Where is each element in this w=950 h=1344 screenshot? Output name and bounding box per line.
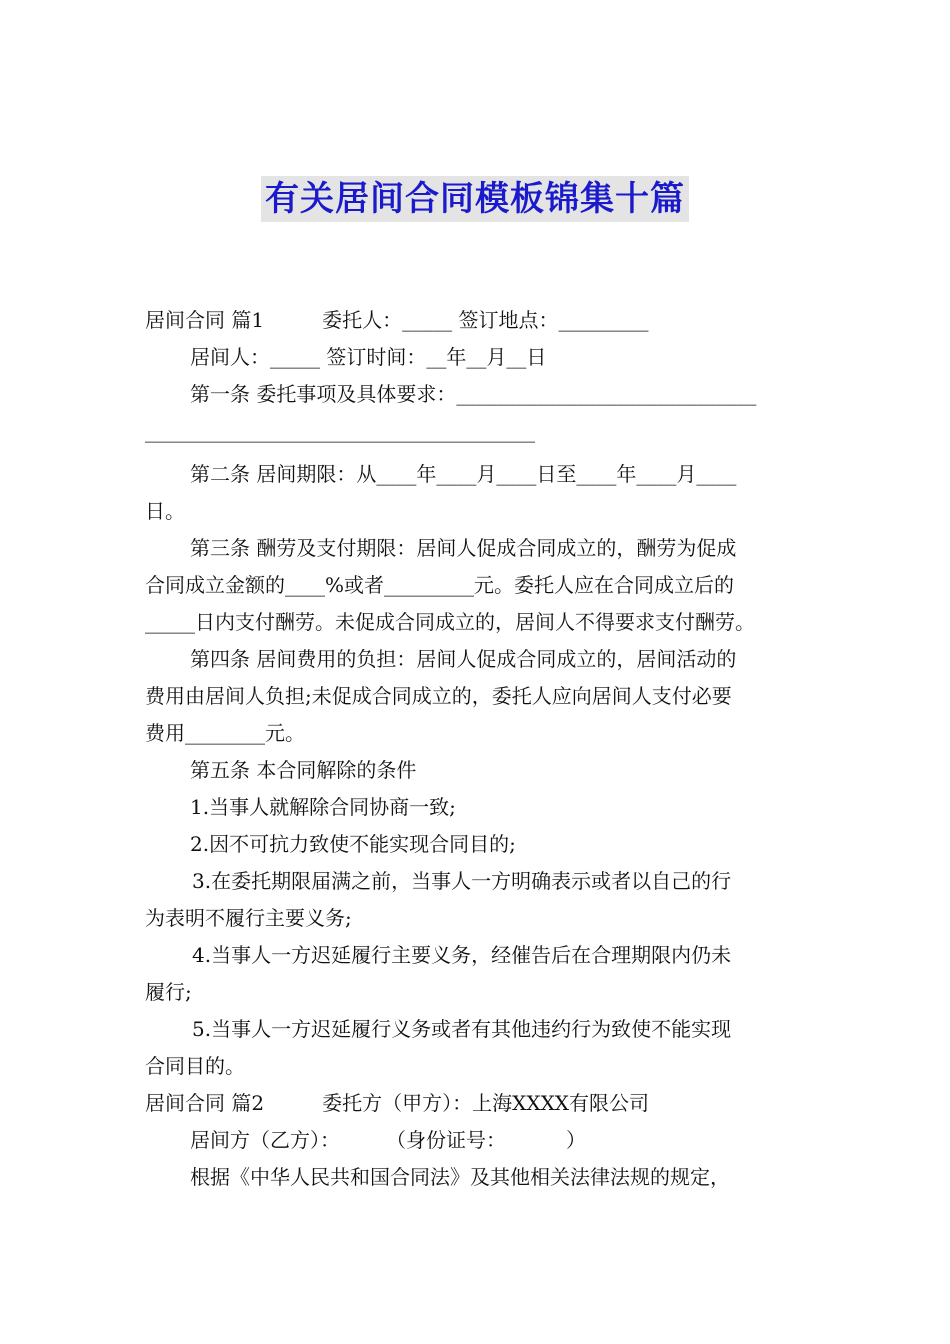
list-item: 2.因不可抗力致使不能实现合同目的; xyxy=(190,832,516,856)
paragraph-line: 第二条 居间期限：从____年____月____日至____年____月____ xyxy=(190,462,737,486)
paragraph-line: 根据《中华人民共和国合同法》及其他相关法律法规的规定， xyxy=(190,1165,730,1189)
intermediary-line xyxy=(145,1122,810,1159)
document-body xyxy=(145,302,810,1196)
section-heading-2 xyxy=(145,1085,810,1122)
principal-line: 委托人：_____ 签订地点：_________ xyxy=(322,308,649,332)
paragraph-line: _______________________________________ xyxy=(145,419,535,443)
title-container xyxy=(0,176,950,222)
paragraph-line: 合同目的。 xyxy=(145,1054,245,1078)
paragraph-line: 第三条 酬劳及支付期限：居间人促成合同成立的，酬劳为促成 xyxy=(190,536,737,560)
paragraph-line: 第五条 本合同解除的条件 xyxy=(190,758,417,782)
paragraph-line: 日。 xyxy=(145,499,185,523)
closing-paren: ） xyxy=(566,1128,586,1152)
list-item: 5.当事人一方迟延履行义务或者有其他违约行为致使不能实现 xyxy=(192,1017,732,1041)
paragraph-line: _____日内支付酬劳。未促成合同成立的，居间人不得要求支付酬劳。 xyxy=(145,610,755,634)
list-item: 3.在委托期限届满之前，当事人一方明确表示或者以自己的行 xyxy=(192,869,732,893)
paragraph-line: 第一条 委托事项及具体要求：______________________________ xyxy=(190,382,757,406)
paragraph-line: 第四条 居间费用的负担：居间人促成合同成立的，居间活动的 xyxy=(190,647,737,671)
paragraph-line: 居间人：_____ 签订时间：__年__月__日 xyxy=(190,345,547,369)
paragraph-line: 合同成立金额的____%或者_________元。委托人应在合同成立后的 xyxy=(145,573,735,597)
paragraph-line: 为表明不履行主要义务; xyxy=(145,906,352,930)
section-label: 居间合同 篇2 xyxy=(145,1091,265,1115)
list-item: 1.当事人就解除合同协商一致; xyxy=(190,795,456,819)
paragraph-line: 履行; xyxy=(145,980,192,1004)
paragraph-line: 费用________元。 xyxy=(145,721,305,745)
principal-line: 委托方（甲方）：上海XXXX有限公司 xyxy=(322,1091,650,1115)
section-label: 居间合同 篇1 xyxy=(145,308,265,332)
intermediary-label: 居间方（乙方）： xyxy=(190,1128,340,1152)
paragraph-line: 费用由居间人负担;未促成合同成立的，委托人应向居间人支付必要 xyxy=(145,684,732,708)
section-heading-1 xyxy=(145,302,810,339)
list-item: 4.当事人一方迟延履行主要义务，经催告后在合理期限内仍未 xyxy=(192,943,732,967)
document-title: 有关居间合同模板锦集十篇 xyxy=(261,176,689,222)
id-number-label: （身份证号： xyxy=(386,1128,506,1152)
